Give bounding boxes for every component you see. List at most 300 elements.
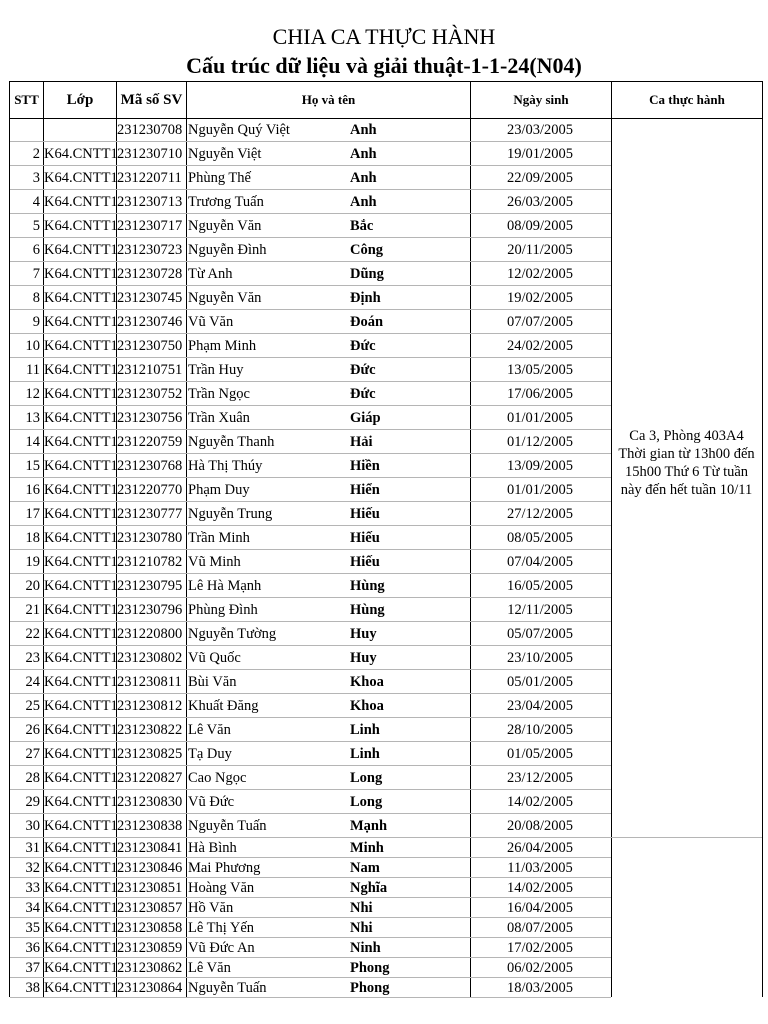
row-class: K64.CNTT1 (44, 410, 118, 426)
row-surname: Nguyễn Trung (188, 506, 273, 522)
table-row (10, 670, 611, 694)
row-surname: Hồ Văn (188, 900, 234, 916)
row-stt: 37 (25, 960, 40, 976)
row-class: K64.CNTT1 (44, 818, 118, 834)
row-birth-date: 07/04/2005 (506, 554, 574, 570)
row-surname: Lê Hà Mạnh (188, 578, 262, 594)
row-surname: Từ Anh (188, 266, 233, 282)
row-birth-date: 24/02/2005 (506, 338, 574, 354)
row-birth-date: 08/09/2005 (506, 218, 574, 234)
student-table (9, 81, 763, 997)
row-surname: Bùi Văn (188, 674, 237, 690)
row-student-id: 231230830 (117, 794, 183, 810)
row-surname: Cao Ngọc (188, 770, 247, 786)
row-surname: Hà Thị Thúy (188, 458, 263, 474)
row-class: K64.CNTT1 (44, 880, 118, 896)
row-class: K64.CNTT1 (44, 458, 118, 474)
row-surname: Phùng Thế (188, 170, 251, 186)
document-subtitle: Cấu trúc dữ liệu và giải thuật-1-1-24(N04) (186, 53, 582, 78)
row-stt: 22 (25, 626, 40, 642)
row-given-name: Anh (350, 122, 377, 138)
row-class: K64.CNTT1 (44, 980, 118, 996)
row-given-name: Hiền (350, 458, 380, 474)
row-class: K64.CNTT1 (44, 242, 118, 258)
row-stt: 9 (32, 314, 40, 330)
row-birth-date: 13/09/2005 (506, 458, 574, 474)
row-birth-date: 26/04/2005 (506, 840, 574, 856)
table-row (10, 742, 611, 766)
table-row (10, 766, 611, 790)
row-class: K64.CNTT1 (44, 650, 118, 666)
row-student-id: 231230750 (117, 338, 183, 354)
row-surname: Nguyễn Việt (188, 146, 262, 162)
table-row (10, 478, 611, 502)
row-class: K64.CNTT1 (44, 698, 118, 714)
row-given-name: Đoán (350, 314, 384, 330)
row-birth-date: 08/05/2005 (506, 530, 574, 546)
row-divider (10, 405, 611, 406)
row-student-id: 231230717 (117, 218, 183, 234)
table-row (10, 958, 611, 978)
header-stt: STT (14, 92, 39, 107)
row-stt: 27 (25, 746, 40, 762)
row-divider (10, 765, 611, 766)
row-birth-date: 20/08/2005 (506, 818, 574, 834)
row-given-name: Anh (350, 146, 377, 162)
row-divider (10, 977, 611, 978)
row-stt: 14 (25, 434, 40, 450)
row-class: K64.CNTT1 (44, 506, 118, 522)
row-given-name: Định (350, 290, 381, 306)
row-stt: 11 (26, 362, 40, 378)
row-divider (10, 141, 611, 142)
row-stt: 38 (25, 980, 40, 996)
row-given-name: Anh (350, 194, 377, 210)
row-student-id: 231230756 (117, 410, 183, 426)
row-given-name: Hiếu (350, 530, 380, 546)
row-divider (10, 477, 611, 478)
table-row (10, 694, 611, 718)
row-student-id: 231220827 (117, 770, 183, 786)
row-stt: 6 (32, 242, 40, 258)
row-birth-date: 17/02/2005 (506, 940, 574, 956)
document-title: CHIA CA THỰC HÀNH (272, 24, 496, 49)
row-divider (10, 429, 611, 430)
row-surname: Nguyễn Văn (188, 218, 262, 234)
row-divider (10, 997, 611, 998)
table-row (10, 574, 611, 598)
row-birth-date: 12/11/2005 (507, 602, 573, 618)
row-stt: 28 (25, 770, 40, 786)
row-divider (10, 957, 611, 958)
row-student-id: 231230812 (117, 698, 183, 714)
row-birth-date: 07/07/2005 (506, 314, 574, 330)
row-class: K64.CNTT1 (44, 170, 118, 186)
row-surname: Vũ Đức An (188, 940, 255, 956)
row-divider (10, 525, 611, 526)
row-birth-date: 16/05/2005 (506, 578, 574, 594)
row-birth-date: 01/12/2005 (506, 434, 574, 450)
row-stt: 23 (25, 650, 40, 666)
row-birth-date: 16/04/2005 (506, 900, 574, 916)
row-stt: 5 (32, 218, 40, 234)
row-divider (10, 309, 611, 310)
table-row (10, 646, 611, 670)
row-divider (10, 165, 611, 166)
row-birth-date: 23/03/2005 (506, 122, 574, 138)
table-row (10, 118, 611, 142)
row-given-name: Khoa (350, 698, 384, 714)
row-divider (10, 621, 611, 622)
row-class: K64.CNTT1 (44, 770, 118, 786)
row-stt: 30 (25, 818, 40, 834)
row-birth-date: 22/09/2005 (506, 170, 574, 186)
row-student-id: 231230708 (117, 122, 183, 138)
row-stt: 21 (25, 602, 40, 618)
row-student-id: 231230862 (117, 960, 183, 976)
row-divider (10, 453, 611, 454)
row-given-name: Giáp (350, 410, 381, 426)
row-stt: 34 (25, 900, 40, 916)
row-student-id: 231230864 (117, 980, 183, 996)
row-divider (10, 549, 611, 550)
row-given-name: Minh (350, 840, 384, 856)
row-class: K64.CNTT1 (44, 482, 118, 498)
row-birth-date: 05/07/2005 (506, 626, 574, 642)
row-class: K64.CNTT1 (44, 746, 118, 762)
row-stt: 35 (25, 920, 40, 936)
row-divider (10, 917, 611, 918)
row-given-name: Công (350, 242, 384, 258)
row-given-name: Nghĩa (350, 880, 388, 896)
row-stt: 19 (25, 554, 40, 570)
row-given-name: Linh (350, 722, 380, 738)
row-birth-date: 17/06/2005 (506, 386, 574, 402)
row-surname: Phùng Đình (188, 602, 258, 618)
row-birth-date: 01/01/2005 (506, 482, 574, 498)
table-row (10, 262, 611, 286)
row-surname: Trương Tuấn (188, 194, 264, 210)
row-divider (10, 837, 611, 838)
row-birth-date: 19/02/2005 (506, 290, 574, 306)
row-divider (10, 857, 611, 858)
row-surname: Nguyễn Văn (188, 290, 262, 306)
row-divider (10, 261, 611, 262)
row-given-name: Đức (350, 362, 376, 378)
row-divider (10, 897, 611, 898)
row-student-id: 231230745 (117, 290, 183, 306)
row-student-id: 231230811 (117, 674, 182, 690)
row-birth-date: 20/11/2005 (507, 242, 573, 258)
row-given-name: Phong (350, 960, 390, 976)
row-stt: 25 (25, 698, 40, 714)
row-student-id: 231220711 (117, 170, 182, 186)
row-student-id: 231220800 (117, 626, 183, 642)
row-given-name: Nam (350, 860, 380, 876)
row-student-id: 231220770 (117, 482, 183, 498)
table-row (10, 310, 611, 334)
table-row (10, 502, 611, 526)
row-surname: Lê Văn (188, 722, 231, 738)
row-surname: Vũ Đức (188, 794, 235, 810)
row-stt: 36 (25, 940, 40, 956)
row-divider (10, 789, 611, 790)
row-student-id: 231230841 (117, 840, 183, 856)
row-class: K64.CNTT1 (44, 960, 118, 976)
row-birth-date: 06/02/2005 (506, 960, 574, 976)
row-stt: 2 (32, 146, 40, 162)
row-stt: 7 (32, 266, 40, 282)
row-student-id: 231230768 (117, 458, 183, 474)
row-surname: Trần Xuân (188, 410, 250, 426)
row-class: K64.CNTT1 (44, 362, 118, 378)
table-row (10, 526, 611, 550)
row-divider (10, 381, 611, 382)
header-ca-thuc-hanh: Ca thực hành (649, 92, 725, 107)
row-divider (10, 693, 611, 694)
row-birth-date: 26/03/2005 (506, 194, 574, 210)
row-birth-date: 19/01/2005 (506, 146, 574, 162)
row-student-id: 231230777 (117, 506, 183, 522)
row-surname: Hà Bình (188, 840, 237, 856)
row-stt: 10 (25, 338, 40, 354)
row-given-name: Hiển (350, 482, 380, 498)
row-birth-date: 08/07/2005 (506, 920, 574, 936)
table-row (10, 214, 611, 238)
header-ngay-sinh: Ngày sinh (513, 92, 569, 107)
row-surname: Trần Ngọc (188, 386, 250, 402)
row-stt: 33 (25, 880, 40, 896)
row-stt: 32 (25, 860, 40, 876)
row-class: K64.CNTT1 (44, 940, 118, 956)
row-given-name: Hùng (350, 602, 385, 618)
header-lop: Lớp (66, 92, 94, 108)
row-surname: Lê Thị Yến (188, 920, 255, 936)
table-row (10, 718, 611, 742)
row-class: K64.CNTT1 (44, 794, 118, 810)
header-ho-ten: Họ và tên (301, 92, 356, 107)
row-surname: Nguyễn Thanh (188, 434, 275, 450)
row-birth-date: 05/01/2005 (506, 674, 574, 690)
row-divider (10, 237, 611, 238)
table-row (10, 898, 611, 918)
row-student-id: 231230780 (117, 530, 183, 546)
table-row (10, 598, 611, 622)
row-class: K64.CNTT1 (44, 218, 118, 234)
row-surname: Vũ Quốc (188, 650, 241, 666)
row-given-name: Nhi (350, 920, 373, 936)
row-stt: 4 (32, 194, 40, 210)
row-divider (10, 357, 611, 358)
row-surname: Phạm Minh (188, 338, 257, 354)
row-given-name: Đức (350, 386, 376, 402)
row-stt: 17 (25, 506, 40, 522)
row-student-id: 231230752 (117, 386, 183, 402)
row-stt: 31 (25, 840, 40, 856)
row-divider (10, 501, 611, 502)
row-class: K64.CNTT1 (44, 578, 118, 594)
row-stt: 8 (32, 290, 40, 306)
row-class: K64.CNTT1 (44, 602, 118, 618)
row-birth-date: 01/05/2005 (506, 746, 574, 762)
table-row (10, 838, 611, 858)
row-class: K64.CNTT1 (44, 626, 118, 642)
row-student-id: 231230822 (117, 722, 183, 738)
table-row (10, 858, 611, 878)
table-row (10, 814, 611, 838)
row-given-name: Phong (350, 980, 390, 996)
row-class: K64.CNTT1 (44, 900, 118, 916)
row-birth-date: 01/01/2005 (506, 410, 574, 426)
table-row (10, 406, 611, 430)
row-given-name: Linh (350, 746, 380, 762)
table-row (10, 286, 611, 310)
row-given-name: Hiếu (350, 506, 380, 522)
row-student-id: 231230713 (117, 194, 183, 210)
table-row (10, 382, 611, 406)
row-student-id: 231230710 (117, 146, 183, 162)
table-row (10, 430, 611, 454)
row-surname: Tạ Duy (188, 746, 232, 762)
row-student-id: 231220759 (117, 434, 183, 450)
row-surname: Phạm Duy (188, 482, 250, 498)
row-surname: Trần Minh (188, 530, 250, 546)
row-class: K64.CNTT1 (44, 434, 118, 450)
row-class: K64.CNTT1 (44, 146, 118, 162)
header-ma-sv: Mã số SV (120, 92, 183, 108)
table-row (10, 622, 611, 646)
row-birth-date: 23/10/2005 (506, 650, 574, 666)
table-row (10, 238, 611, 262)
table-row (10, 790, 611, 814)
row-class: K64.CNTT1 (44, 674, 118, 690)
row-birth-date: 23/04/2005 (506, 698, 574, 714)
row-class: K64.CNTT1 (44, 194, 118, 210)
row-class: K64.CNTT1 (44, 530, 118, 546)
row-given-name: Khoa (350, 674, 384, 690)
row-class: K64.CNTT1 (44, 290, 118, 306)
row-divider (10, 669, 611, 670)
row-class: K64.CNTT1 (44, 266, 118, 282)
row-birth-date: 28/10/2005 (506, 722, 574, 738)
row-surname: Vũ Văn (188, 314, 234, 330)
table-row (10, 978, 611, 998)
row-class: K64.CNTT1 (44, 840, 118, 856)
row-class: K64.CNTT1 (44, 554, 118, 570)
row-given-name: Nhi (350, 900, 373, 916)
row-given-name: Hùng (350, 578, 385, 594)
row-student-id: 231230838 (117, 818, 183, 834)
row-given-name: Huy (350, 626, 377, 642)
row-divider (10, 573, 611, 574)
table-row (10, 142, 611, 166)
row-student-id: 231230846 (117, 860, 183, 876)
row-surname: Nguyễn Đình (188, 242, 267, 258)
row-divider (10, 333, 611, 334)
row-student-id: 231230723 (117, 242, 183, 258)
row-student-id: 231230796 (117, 602, 183, 618)
row-class: K64.CNTT1 (44, 314, 118, 330)
row-surname: Vũ Minh (188, 554, 241, 570)
table-row (10, 918, 611, 938)
row-birth-date: 13/05/2005 (506, 362, 574, 378)
row-divider (10, 937, 611, 938)
row-student-id: 231230728 (117, 266, 183, 282)
row-stt: 16 (25, 482, 40, 498)
row-surname: Nguyễn Tuấn (188, 818, 267, 834)
row-student-id: 231230857 (117, 900, 183, 916)
row-divider (10, 717, 611, 718)
table-row (10, 166, 611, 190)
row-student-id: 231230859 (117, 940, 183, 956)
row-student-id: 231210751 (117, 362, 183, 378)
row-divider (10, 597, 611, 598)
row-surname: Mai Phương (188, 860, 261, 876)
row-surname: Nguyễn Tường (188, 626, 277, 642)
table-row (10, 190, 611, 214)
row-surname: Khuất Đăng (188, 698, 259, 714)
row-stt: 26 (25, 722, 40, 738)
table-row (10, 550, 611, 574)
row-student-id: 231230825 (117, 746, 183, 762)
row-student-id: 231230746 (117, 314, 183, 330)
row-birth-date: 18/03/2005 (506, 980, 574, 996)
row-given-name: Ninh (350, 940, 381, 956)
row-student-id: 231210782 (117, 554, 183, 570)
row-divider (10, 285, 611, 286)
row-class: K64.CNTT1 (44, 722, 118, 738)
row-divider (10, 645, 611, 646)
row-class: K64.CNTT1 (44, 860, 118, 876)
table-row (10, 878, 611, 898)
table-row (10, 334, 611, 358)
row-birth-date: 14/02/2005 (506, 794, 574, 810)
row-stt: 12 (25, 386, 40, 402)
row-given-name: Hải (350, 434, 373, 450)
row-student-id: 231230858 (117, 920, 183, 936)
row-birth-date: 12/02/2005 (506, 266, 574, 282)
row-given-name: Long (350, 770, 383, 786)
row-student-id: 231230802 (117, 650, 183, 666)
row-stt: 15 (25, 458, 40, 474)
row-divider (10, 213, 611, 214)
row-surname: Trần Huy (188, 362, 244, 378)
row-birth-date: 23/12/2005 (506, 770, 574, 786)
row-stt: 13 (25, 410, 40, 426)
row-given-name: Anh (350, 170, 377, 186)
row-stt: 20 (25, 578, 40, 594)
row-given-name: Hiếu (350, 554, 380, 570)
row-surname: Nguyễn Tuấn (188, 980, 267, 996)
session-group-divider (611, 837, 762, 838)
row-given-name: Long (350, 794, 383, 810)
row-given-name: Mạnh (350, 818, 388, 834)
row-student-id: 231230795 (117, 578, 183, 594)
row-given-name: Huy (350, 650, 377, 666)
row-stt: 24 (25, 674, 40, 690)
row-surname: Nguyễn Quý Việt (188, 122, 290, 138)
row-divider (10, 813, 611, 814)
row-divider (10, 189, 611, 190)
row-stt: 18 (25, 530, 40, 546)
row-given-name: Dũng (350, 266, 384, 282)
session-note: Ca 3, Phòng 403A4 Thời gian từ 13h00 đến 15h00 Thứ 6 Từ tuần này đến hết tuần 10/11 (618, 428, 755, 498)
row-class: K64.CNTT1 (44, 386, 118, 402)
row-birth-date: 14/02/2005 (506, 880, 574, 896)
table-row (10, 358, 611, 382)
row-student-id: 231230851 (117, 880, 183, 896)
row-surname: Hoàng Văn (188, 880, 255, 896)
